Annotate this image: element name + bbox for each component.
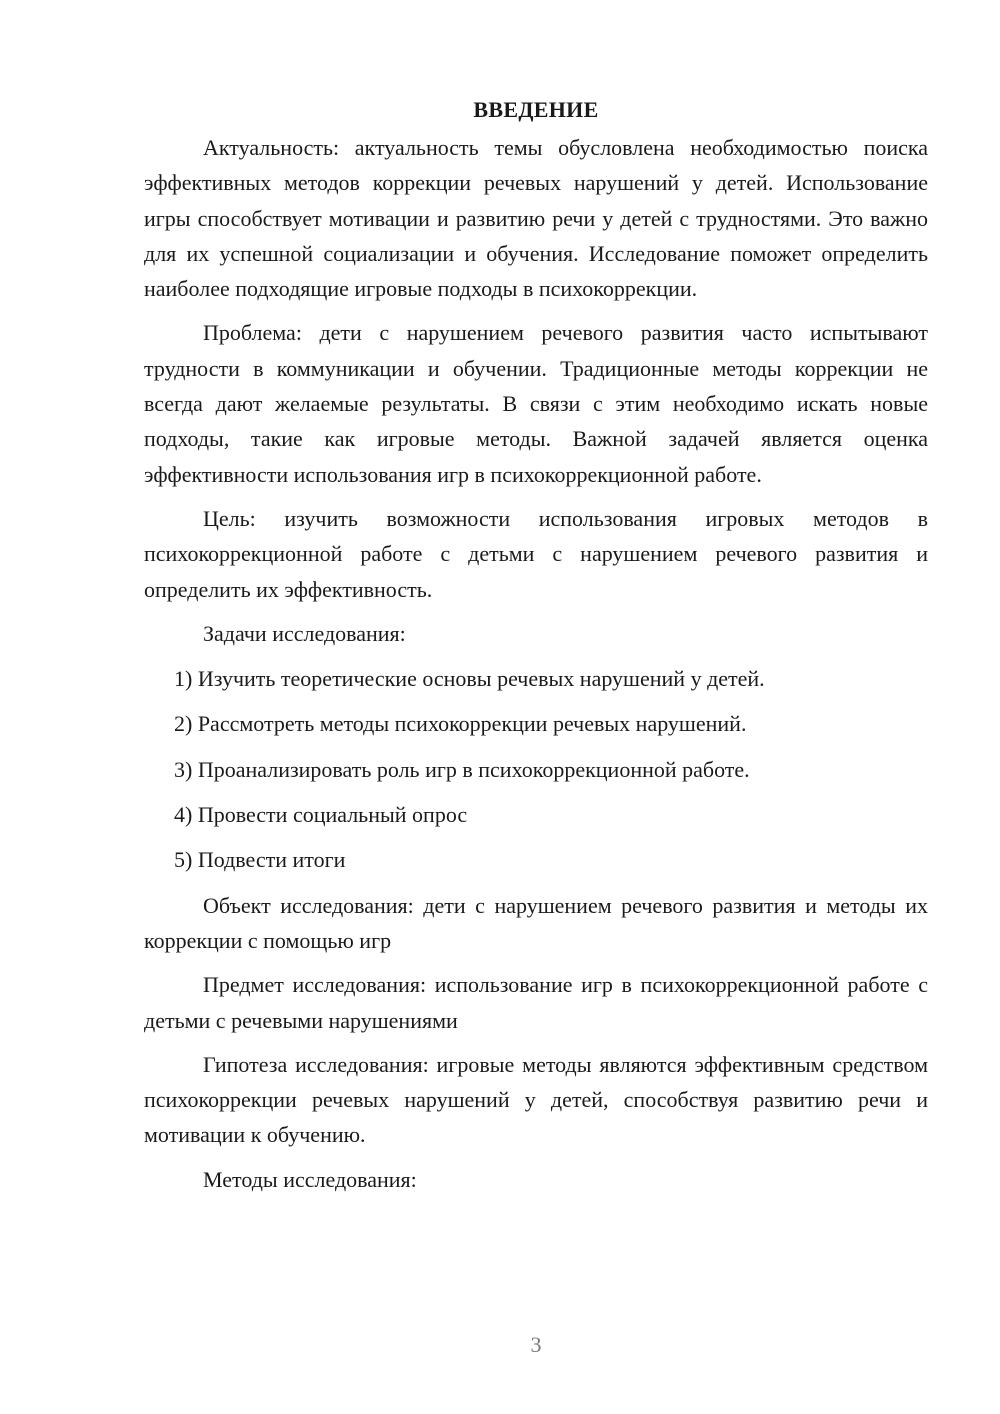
document-page [144, 92, 928, 1207]
page-number: 3 [530, 1332, 542, 1357]
list-item: 1) Изучить теоретические основы речевых нарушений у детей. [174, 666, 765, 692]
list-item: 4) Провести социальный опрос [174, 802, 468, 828]
tasks-list [144, 661, 928, 877]
subject-paragraph: Предмет исследования: использование игр в психокоррекционной работе с детьми с речевыми нарушениями [144, 972, 928, 1033]
list-item: 3) Проанализировать роль игр в психокоррекционной работе. [174, 756, 750, 782]
section-heading: ВВЕДЕНИЕ [473, 97, 599, 122]
list-item: 2) Рассмотреть методы психокоррекции речевых нарушений. [174, 711, 747, 737]
methods-heading: Методы исследования: [203, 1166, 417, 1192]
object-paragraph: Объект исследования: дети с нарушением речевого развития и методы их коррекции с помощью игр [144, 892, 928, 953]
hypothesis-paragraph: Гипотеза исследования: игровые методы являются эффективным средством психокоррекции речевых нарушений у детей, способствуя развитию речи и мотивации к обучению. [144, 1051, 928, 1148]
list-item: 5) Подвести итоги [174, 847, 346, 873]
problem-paragraph: Проблема: дети с нарушением речевого развития часто испытывают трудности в коммуникации и обучении. Традиционные методы коррекции не всегда дают желаемые результаты. В связи с этим необходимо искать новые подходы, такие как игровые методы. Важной задачей является оценка эффективности использования игр в психокоррекционной работе. [144, 320, 928, 487]
tasks-heading: Задачи исследования: [203, 620, 406, 646]
relevance-paragraph: Актуальность: актуальность темы обусловлена необходимостью поиска эффективных методов коррекции речевых нарушений у детей. Использование игры способствует мотивации и развитию речи у детей с трудностями. Это важно для их успешной социализации и обучения. Исследование поможет определить наиболее подходящие игровые подходы в психокоррекции. [144, 135, 928, 302]
goal-paragraph: Цель: изучить возможности использования игровых методов в психокоррекционной работе с детьми с нарушением речевого развития и определить их эффективность. [144, 505, 928, 602]
